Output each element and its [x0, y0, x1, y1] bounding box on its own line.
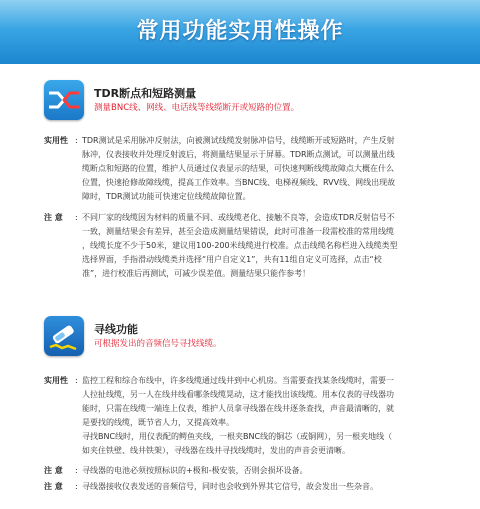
text-line: 如夹住铁壁、线井铁架），寻线器在线井寻找线缆时，发出的声音会更清晰。 — [82, 446, 350, 455]
row-text — [82, 211, 472, 281]
row-colon: : — [75, 466, 78, 475]
cable-tracer-icon — [44, 316, 84, 356]
row-colon: : — [75, 376, 78, 385]
text-line: 是要找的线缆，既节省人力，又提高效率。 — [82, 418, 234, 427]
text-line: 寻线器接收仪表发送的音频信号，同时也会收到外界其它信号，故会发出一些杂音。 — [82, 482, 378, 491]
page-title: 常用功能实用性操作 — [136, 19, 344, 44]
row-colon: : — [75, 482, 78, 491]
row-text — [82, 464, 472, 478]
text-line: ，线缆长度不少于50米，建议用100-200米线缆进行校准。点击线缆名称栏进入线缆类型 — [82, 241, 398, 250]
feature-title: TDR断点和短路测量 — [94, 87, 197, 100]
tdr-pulse-icon — [44, 80, 84, 120]
row-colon: : — [75, 136, 78, 145]
text-line: 寻找BNC线时，用仪表配的鳄鱼夹线，一根夹BNC线的铜芯（或铜网），另一根夹地线（ — [82, 432, 393, 441]
feature-title: 寻线功能 — [94, 323, 138, 336]
text-line: 位置，快速抢修故障线缆，提高工作效率。当BNC线、电梯视频线、RVV线、网线出现故 — [82, 178, 396, 187]
text-line: 障时，TDR测试功能可快速定位线缆故障位置。 — [82, 192, 251, 201]
row-label: 实用性 — [44, 136, 68, 145]
text-line: TDR测试是采用脉冲反射法，向被测试线缆发射脉冲信号，线缆断开或短路时，产生反射 — [82, 136, 395, 145]
row-colon: : — [75, 213, 78, 222]
feature-subtitle: 测量BNC线、网线、电话线等线缆断开或短路的位置。 — [94, 103, 300, 113]
text-line: 一致，测量结果会有差异，甚至会造成测量结果错误，此时可准备一段需校准的常用线缆 — [82, 227, 394, 236]
row-label: 注 意 — [44, 482, 63, 491]
text-line: 准”，进行校准后再测试，可减少误差值。测量结果只能作参考！ — [82, 269, 311, 278]
text-line: 选择界面，手指滑动线缆类并选择“用户自定义1”，共有11组自定义可选择，点击“校 — [82, 255, 382, 264]
title-banner — [0, 0, 480, 64]
text-line: 不同厂家的线缆因为材料的质量不同、或线缆老化、接触不良等，会造成TDR反射信号不 — [82, 213, 395, 222]
text-line: 脉冲，仪表接收并处理反射波后，将测量结果显示于屏幕。TDR断点测试，可以测量出线 — [82, 150, 395, 159]
row-text — [82, 480, 472, 494]
row-label: 实用性 — [44, 376, 68, 385]
row-label: 注 意 — [44, 213, 63, 222]
row-text — [82, 134, 472, 204]
row-text — [82, 374, 472, 458]
feature-subtitle: 可根据发出的音频信号寻找线缆。 — [94, 339, 222, 349]
text-line: 缆断点和短路的位置，维护人员通过仪表显示的结果，可快速判断线缆故障点大概在什么 — [82, 164, 394, 173]
text-line: 监控工程和综合布线中，许多线缆通过线井到中心机房。当需要查找某条线缆时，需要一 — [82, 376, 394, 385]
text-line: 人拉扯线缆，另一人在线井线看哪条线缆晃动，这才能找出该线缆。用本仪表的寻线器功 — [82, 390, 394, 399]
text-line: 寻线器的电池必须按照标识的+极和-极安装，否则会损坏设备。 — [82, 466, 308, 475]
text-line: 能时，只需在线缆一端连上仪表，维护人员拿寻线器在线井逐条查找，声音最清晰的，就 — [82, 404, 394, 413]
row-label: 注 意 — [44, 466, 63, 475]
